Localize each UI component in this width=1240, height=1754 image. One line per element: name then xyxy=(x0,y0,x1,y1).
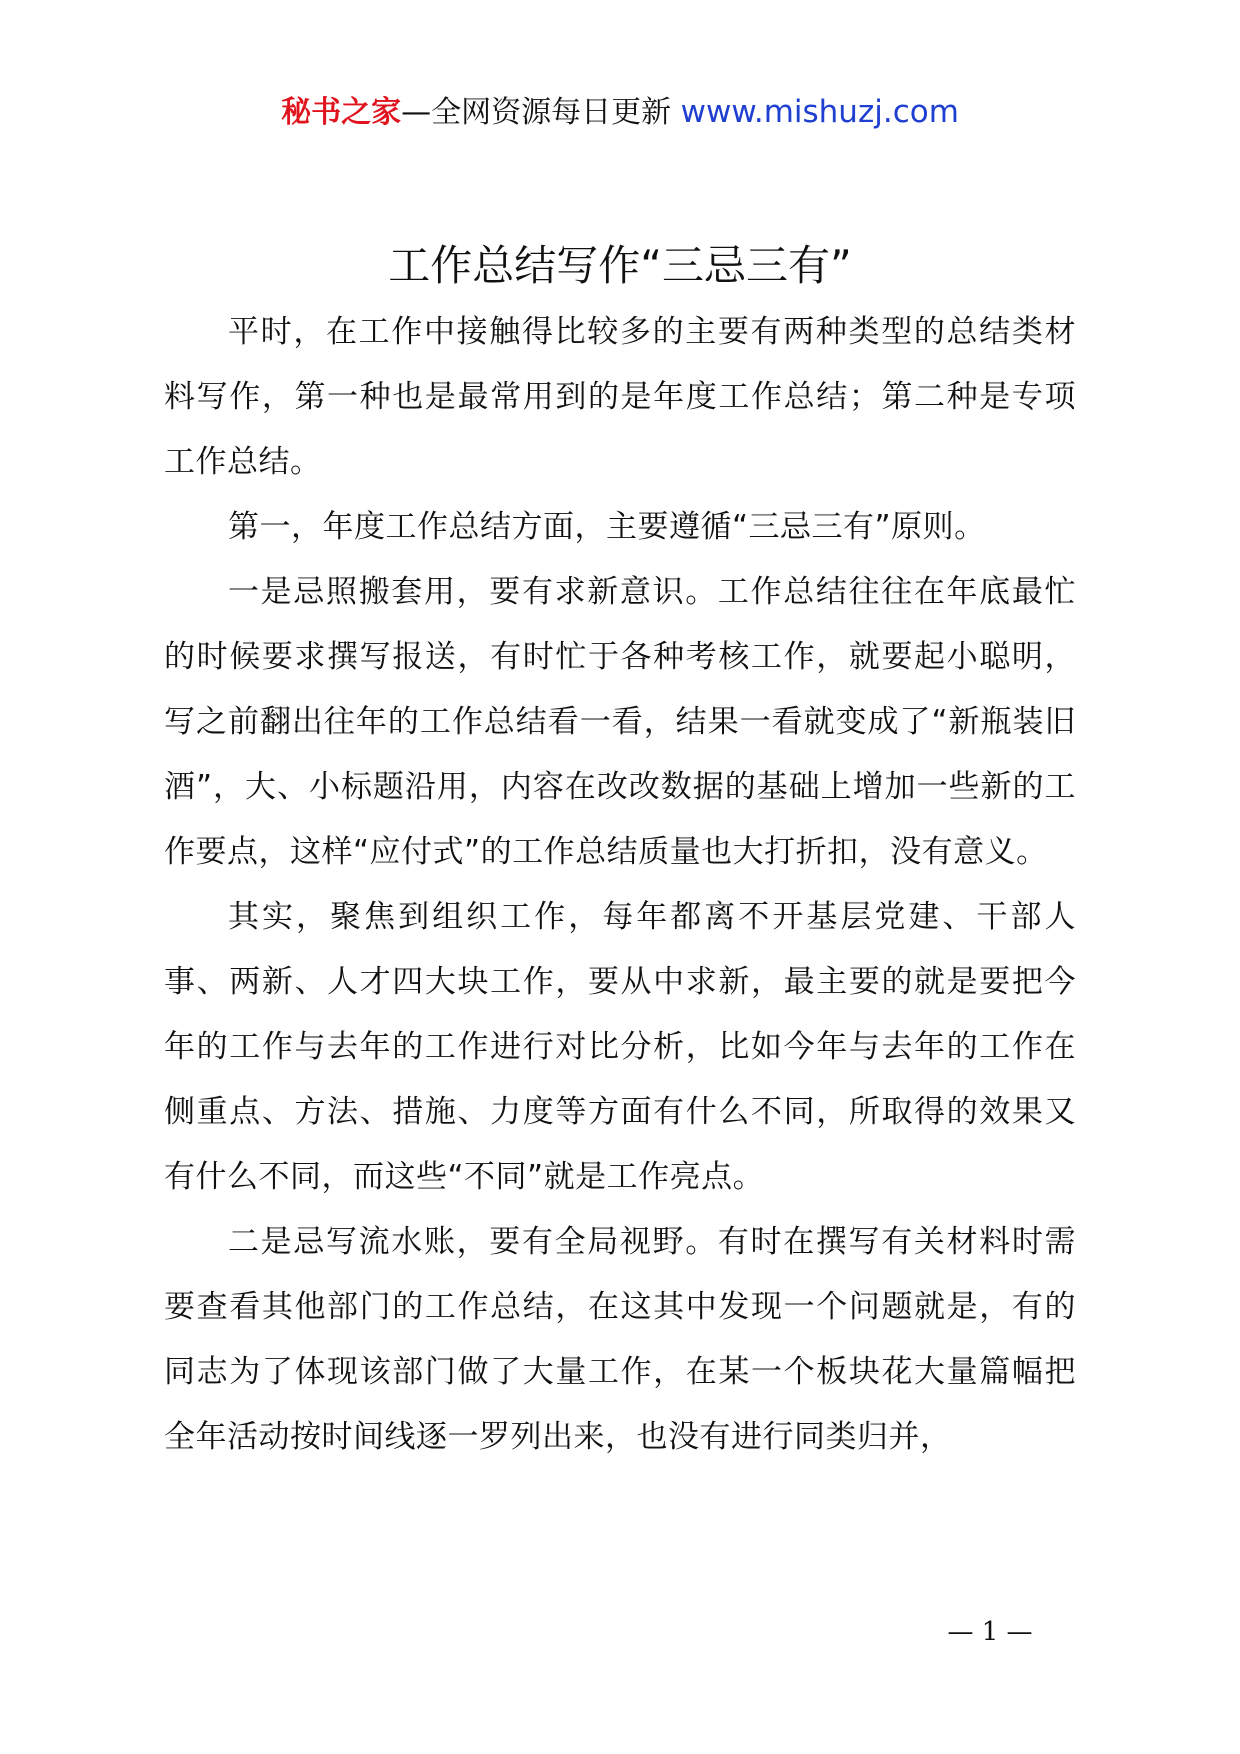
site-url-link[interactable]: www.mishuzj.com xyxy=(680,94,959,130)
paragraph-intro: 平时，在工作中接触得比较多的主要有两种类型的总结类材料写作，第一种也是最常用到的是年度工作总结；第二种是专项工作总结。 xyxy=(164,314,1076,480)
site-banner xyxy=(0,92,1240,133)
site-brand: 秘书之家 xyxy=(281,95,402,130)
document-title: 工作总结写作“三忌三有” xyxy=(388,241,852,290)
paragraph-point-one-detail: 其实，聚焦到组织工作，每年都离不开基层党建、干部人事、两新、人才四大块工作，要从中求新，最主要的就是要把今年的工作与去年的工作进行对比分析，比如今年与去年的工作在侧重点、方法、措施、力度等方面有什么不同，所取得的效果又有什么不同，而这些“不同”就是工作亮点。 xyxy=(164,899,1076,1195)
paragraph-section-one: 第一，年度工作总结方面，主要遵循“三忌三有”原则。 xyxy=(228,509,986,545)
page-number: — 1 — xyxy=(947,1617,1033,1647)
paragraph-point-one: 一是忌照搬套用，要有求新意识。工作总结往往在年底最忙的时候要求撰写报送，有时忙于各种考核工作，就要起小聪明，写之前翻出往年的工作总结看一看，结果一看就变成了“新瓶装旧酒”，大、小标题沿用，内容在改改数据的基础上增加一些新的工作要点，这样“应付式”的工作总结质量也大打折扣，没有意义。 xyxy=(164,574,1076,870)
paragraph-point-two: 二是忌写流水账，要有全局视野。有时在撰写有关材料时需要查看其他部门的工作总结，在这其中发现一个问题就是，有的同志为了体现该部门做了大量工作，在某一个板块花大量篇幅把全年活动按时间线逐一罗列出来，也没有进行同类归并， xyxy=(164,1224,1076,1455)
site-tagline: —全网资源每日更新 xyxy=(401,95,672,130)
document-body xyxy=(164,300,1076,1470)
